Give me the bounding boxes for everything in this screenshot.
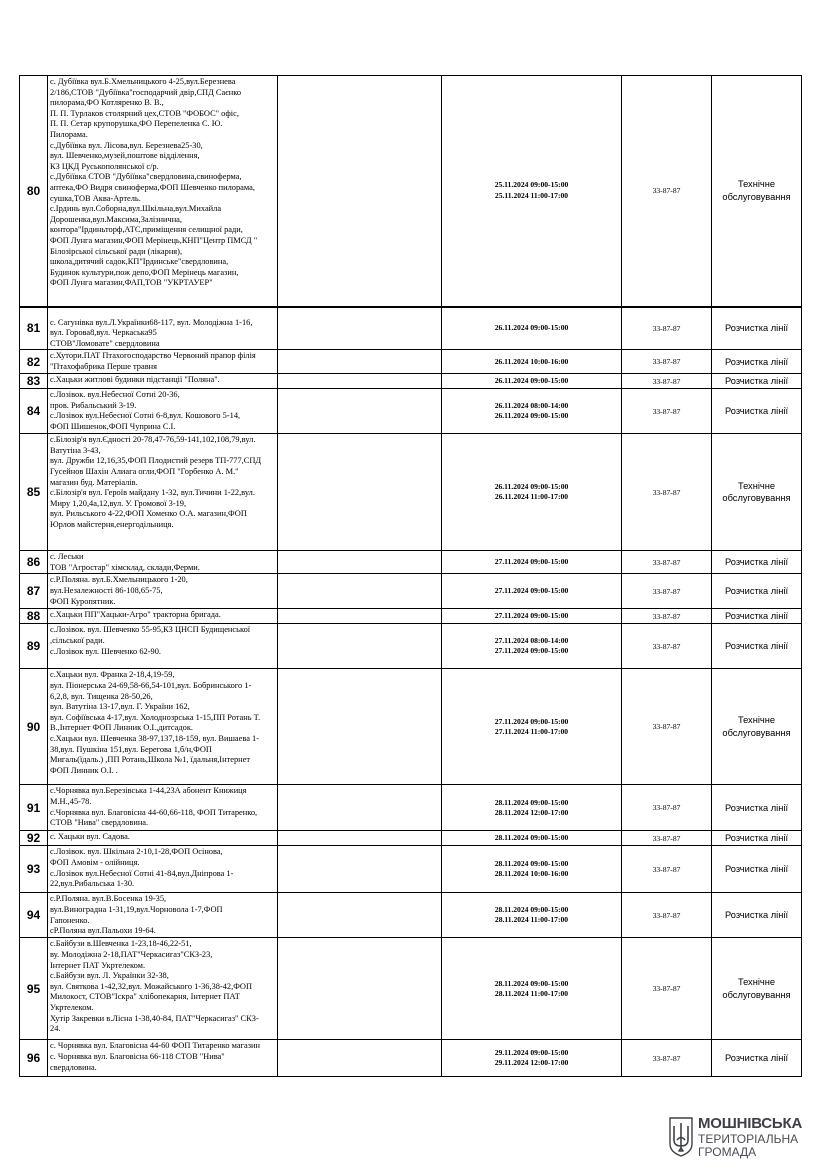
- row-number: 93: [20, 846, 48, 893]
- phone-cell: 33-87-87: [622, 1040, 712, 1077]
- address-cell: с. Чорнявка вул. Благовісна 44-60 ФОП Титаренко магазин с. Чорнявка вул. Благовісна 66-118 СТОВ "Нива" свердловина.: [48, 1040, 278, 1077]
- empty-cell: [278, 389, 442, 434]
- empty-cell: [278, 938, 442, 1040]
- empty-cell: [278, 350, 442, 374]
- empty-cell: [278, 307, 442, 350]
- table-row: [20, 624, 802, 669]
- date-cell: 29.11.2024 09:00-15:00 29.11.2024 12:00-17:00: [442, 1040, 622, 1077]
- row-number: 91: [20, 785, 48, 831]
- phone-cell: 33-87-87: [622, 893, 712, 938]
- address-cell: с. Леськи ТОВ "Агростар" хімсклад, склади,Ферми.: [48, 551, 278, 574]
- work-type-cell: Розчистка лінії: [712, 551, 802, 574]
- empty-cell: [278, 434, 442, 551]
- phone-cell: 33-87-87: [622, 831, 712, 846]
- phone-cell: 33-87-87: [622, 374, 712, 389]
- empty-cell: [278, 374, 442, 389]
- phone-cell: 33-87-87: [622, 938, 712, 1040]
- phone-cell: 33-87-87: [622, 434, 712, 551]
- address-cell: с.Хацьки вул. Франка 2-18,4,19-59, вул. Піонерська 24-69,58-66,54-101,вул. Бобринського 1- 6,2,8, вул. Тищенка 28-50,26, вул. Ватутіна 13-17,вул. Г. України 162, вул. Софіївська 4-17,вул. Холоднозрська 1-15,ПП Ротань Т. В.,Інтернет ФОП Линник О.І.,дитсадок. с.Хацьки вул. Шевченка 38-97,137,18-159, вул. Вишаева 1- 38,вул. Пушкіна 151,вул. Берегова 1,б/н,ФОП Мигаль(їдаль.) ,ПП Ротань,Школа №1, їдальня,Інтернет ФОП Линник О.І. .: [48, 669, 278, 785]
- phone-cell: 33-87-87: [622, 669, 712, 785]
- address-cell: с.Байбузи в.Шевченка 1-23,18-46,22-51, ву. Молодіжна 2-18,ПАТ"Черкасигаз"СКЗ-23, Інтернет ПАТ Укртелеком. с.Байбузи вул. Л. Українки 32-38, вул. Святкова 1-42,32,вул. Можайського 1-36,38-42,ФОП Милокост, СТОВ"Іскра" хлібопекарня, Інтернет ПАТ Укртелеком. Хутір Закревки в.Лісна 1-38,40-84, ПАТ"Черкасигаз" СКЗ- 24.: [48, 938, 278, 1040]
- phone-cell: 33-87-87: [622, 307, 712, 350]
- table-row: [20, 938, 802, 1040]
- table-row: [20, 893, 802, 938]
- row-number: 87: [20, 574, 48, 609]
- trident-icon: [668, 1117, 694, 1157]
- empty-cell: [278, 831, 442, 846]
- work-type-cell: Розчистка лінії: [712, 350, 802, 374]
- date-cell: 26.11.2024 10:00-16:00: [442, 350, 622, 374]
- date-cell: 26.11.2024 08:00-14:00 26.11.2024 09:00-15:00: [442, 389, 622, 434]
- phone-cell: 33-87-87: [622, 350, 712, 374]
- work-type-cell: Розчистка лінії: [712, 624, 802, 669]
- empty-cell: [278, 846, 442, 893]
- date-cell: 28.11.2024 09:00-15:00 28.11.2024 10:00-16:00: [442, 846, 622, 893]
- empty-cell: [278, 609, 442, 624]
- empty-cell: [278, 669, 442, 785]
- table-row: [20, 434, 802, 551]
- row-number: 85: [20, 434, 48, 551]
- work-type-cell: Технічне обслуговування: [712, 669, 802, 785]
- row-number: 92: [20, 831, 48, 846]
- work-type-cell: Технічне обслуговування: [712, 938, 802, 1040]
- date-cell: 27.11.2024 08:00-14:00 27.11.2024 09:00-15:00: [442, 624, 622, 669]
- empty-cell: [278, 785, 442, 831]
- phone-cell: 33-87-87: [622, 574, 712, 609]
- date-cell: 25.11.2024 09:00-15:00 25.11.2024 11:00-17:00: [442, 76, 622, 307]
- address-cell: с.Р.Поляна. вул.Б.Хмельницького 1-20, вул.Незалежності 86-108,65-75, ФОП Куропятник.: [48, 574, 278, 609]
- table-row: [20, 389, 802, 434]
- work-type-cell: Розчистка лінії: [712, 609, 802, 624]
- address-cell: с.Р.Поляна. вул.В.Босенка 19-35, вул.Виноградна 1-31,19,вул.Чорновола 1-7,ФОП Гапоненко. сР.Поляна вул.Пальохи 19-64.: [48, 893, 278, 938]
- date-cell: 26.11.2024 09:00-15:00 26.11.2024 11:00-17:00: [442, 434, 622, 551]
- date-cell: 26.11.2024 09:00-15:00: [442, 307, 622, 350]
- row-number: 80: [20, 76, 48, 307]
- date-cell: 27.11.2024 09:00-15:00: [442, 551, 622, 574]
- date-cell: 27.11.2024 09:00-15:00: [442, 574, 622, 609]
- work-type-cell: Розчистка лінії: [712, 846, 802, 893]
- work-type-cell: Розчистка лінії: [712, 893, 802, 938]
- logo-subtitle: ТЕРИТОРІАЛЬНА: [698, 1132, 799, 1146]
- row-number: 90: [20, 669, 48, 785]
- empty-cell: [278, 893, 442, 938]
- empty-cell: [278, 551, 442, 574]
- community-logo: [668, 1115, 808, 1161]
- table-row: [20, 669, 802, 785]
- date-cell: 28.11.2024 09:00-15:00 28.11.2024 12:00-17:00: [442, 785, 622, 831]
- row-number: 81: [20, 307, 48, 350]
- row-number: 96: [20, 1040, 48, 1077]
- phone-cell: 33-87-87: [622, 609, 712, 624]
- date-cell: 28.11.2024 09:00-15:00 28.11.2024 11:00-17:00: [442, 938, 622, 1040]
- phone-cell: 33-87-87: [622, 846, 712, 893]
- address-cell: с.Хацьки житлові будинки підстанції "Поляна".: [48, 374, 278, 389]
- logo-subtitle-2: ГРОМАДА: [698, 1145, 757, 1159]
- work-type-cell: Розчистка лінії: [712, 785, 802, 831]
- work-type-cell: Розчистка лінії: [712, 831, 802, 846]
- date-cell: 28.11.2024 09:00-15:00 28.11.2024 11:00-17:00: [442, 893, 622, 938]
- phone-cell: 33-87-87: [622, 624, 712, 669]
- date-cell: 27.11.2024 09:00-15:00 27.11.2024 11:00-17:00: [442, 669, 622, 785]
- table-row: [20, 609, 802, 624]
- row-number: 94: [20, 893, 48, 938]
- date-cell: 27.11.2024 09:00-15:00: [442, 609, 622, 624]
- table-row: [20, 574, 802, 609]
- table-row: [20, 374, 802, 389]
- address-cell: с.Хацьки ПП"Хацьки-Агро" тракторна бригада.: [48, 609, 278, 624]
- work-type-cell: Розчистка лінії: [712, 1040, 802, 1077]
- work-type-cell: Розчистка лінії: [712, 389, 802, 434]
- table-row: [20, 831, 802, 846]
- empty-cell: [278, 624, 442, 669]
- date-cell: 26.11.2024 09:00-15:00: [442, 374, 622, 389]
- address-cell: с.Чорнявка вул.Березівська 1-44,23А абонент Книжиця М.Н.,45-78. с.Чорнявка вул. Благовісна 44-60,66-118, ФОП Титаренко, СТОВ "Нива" свердловина.: [48, 785, 278, 831]
- phone-cell: 33-87-87: [622, 389, 712, 434]
- address-cell: с. Хацьки вул. Садова.: [48, 831, 278, 846]
- empty-cell: [278, 1040, 442, 1077]
- row-number: 95: [20, 938, 48, 1040]
- table-row: [20, 307, 802, 350]
- work-type-cell: Розчистка лінії: [712, 374, 802, 389]
- empty-cell: [278, 76, 442, 307]
- row-number: 86: [20, 551, 48, 574]
- date-cell: 28.11.2024 09:00-15:00: [442, 831, 622, 846]
- address-cell: с.Хутори.ПАТ Птахогосподарство Червоний прапор філія "Птахофабрика Перше травня: [48, 350, 278, 374]
- empty-cell: [278, 574, 442, 609]
- table-row: [20, 551, 802, 574]
- row-number: 88: [20, 609, 48, 624]
- address-cell: с.Лозівок. вул. Шкільна 2-10,1-28,ФОП Осінова, ФОП Амовім - олійниця. с.Лозівок вул.Небесної Сотні 41-84,вул.Дніпрова 1- 22,вул.Рибальська 1-30.: [48, 846, 278, 893]
- table-row: [20, 846, 802, 893]
- phone-cell: 33-87-87: [622, 76, 712, 307]
- phone-cell: 33-87-87: [622, 785, 712, 831]
- work-type-cell: Розчистка лінії: [712, 307, 802, 350]
- logo-title: МОШНІВСЬКА: [698, 1115, 803, 1132]
- address-cell: с. Сагунівка вул.Л.Українки68-117, вул. Молодіжна 1-16, вул. Горова8,вул. Черкаська95 СТОВ"Ломовате" свердловина: [48, 307, 278, 350]
- address-cell: с.Лозівок. вул.Небесної Сотні 20-36, пров. Рибальський 3-19. с.Лозівок вул.Небесної Сотні 6-8,вул. Кошового 5-14, ФОП Шишенок,ФОП Чуприна С.І.: [48, 389, 278, 434]
- table-row: [20, 350, 802, 374]
- work-type-cell: Розчистка лінії: [712, 574, 802, 609]
- work-type-cell: Технічне обслуговування: [712, 76, 802, 307]
- table-row: [20, 1040, 802, 1077]
- address-cell: с.Лозівок. вул. Шевченко 55-95,КЗ ЦНСП Будищенської ,сільської ради. с.Лозівок вул. Шевченко 62-90.: [48, 624, 278, 669]
- row-number: 84: [20, 389, 48, 434]
- table-row: [20, 76, 802, 307]
- address-cell: с.Білозір'я вул.Єдності 20-78,47-76,59-141,102,108,79,вул. Ватутіна 3-43, вул. Дружби 12,16,35,ФОП Плодистий резерв ТП-777,СПД Гусейнов Шахін Алиага огли,ФОП "Горбенко А. М." магазин буд. Матеріалів. с.Білозір'я вул. Героїв майдану 1-32, вул.Тичини 1-22,вул. Миру 1,20,4а,12,вул. У. Громової 3-19, вул. Рильського 4-22,ФОП Хоменко О.А. магазин,ФОП Юрлов майстерня,енергодільниця.: [48, 434, 278, 551]
- work-type-cell: Технічне обслуговування: [712, 434, 802, 551]
- outage-schedule-table: [19, 75, 802, 1077]
- table-row: [20, 785, 802, 831]
- row-number: 83: [20, 374, 48, 389]
- row-number: 82: [20, 350, 48, 374]
- address-cell: с. Дубіївка вул.Б.Хмельницького 4-25,вул.Березнева 2/186,СТОВ "Дубіївка"господарчий двір,СПД Саєнко пилорама,ФО Котляренко В. В., П. П. Турлаков столярний цех,СТОВ "ФОБОС" офіс, П. П. Сетар крупорушка,ФО Перепеленка С. Ю. Пилорама. с.Дубіївка вул. Лісова,вул. Березнева25-30, вул. Шевченко,музей,поштове відділення, КЗ ЦКД Руськополянської с/р. с.Дубіївка СТОВ "Дубіївка"свердловина,свиноферма, аптека,ФО Видря свиноферма,ФОП Шевченко пилорама, сушка,ТОВ Аква-Артель. с.Ірдинь вул.Соборна,вул.Шкільна,вул.Михайла Дорошенка,вул.Максима,Залізнична, контора"Ірдиньторф,АТС,приміщення селищної ради, ФОП Лунга магазин,ФОП Мерінець,КНП"Центр ПМСД " Білозірської сільської ради (лікарня), школа,дитячий садок,КП"Ірдинське"свердловина, Будинок культури,пож депо,ФОП Мерінець магазин, ФОП Лунга магазин,ФАП,ТОВ "УКРТАУЕР": [48, 76, 278, 307]
- row-number: 89: [20, 624, 48, 669]
- phone-cell: 33-87-87: [622, 551, 712, 574]
